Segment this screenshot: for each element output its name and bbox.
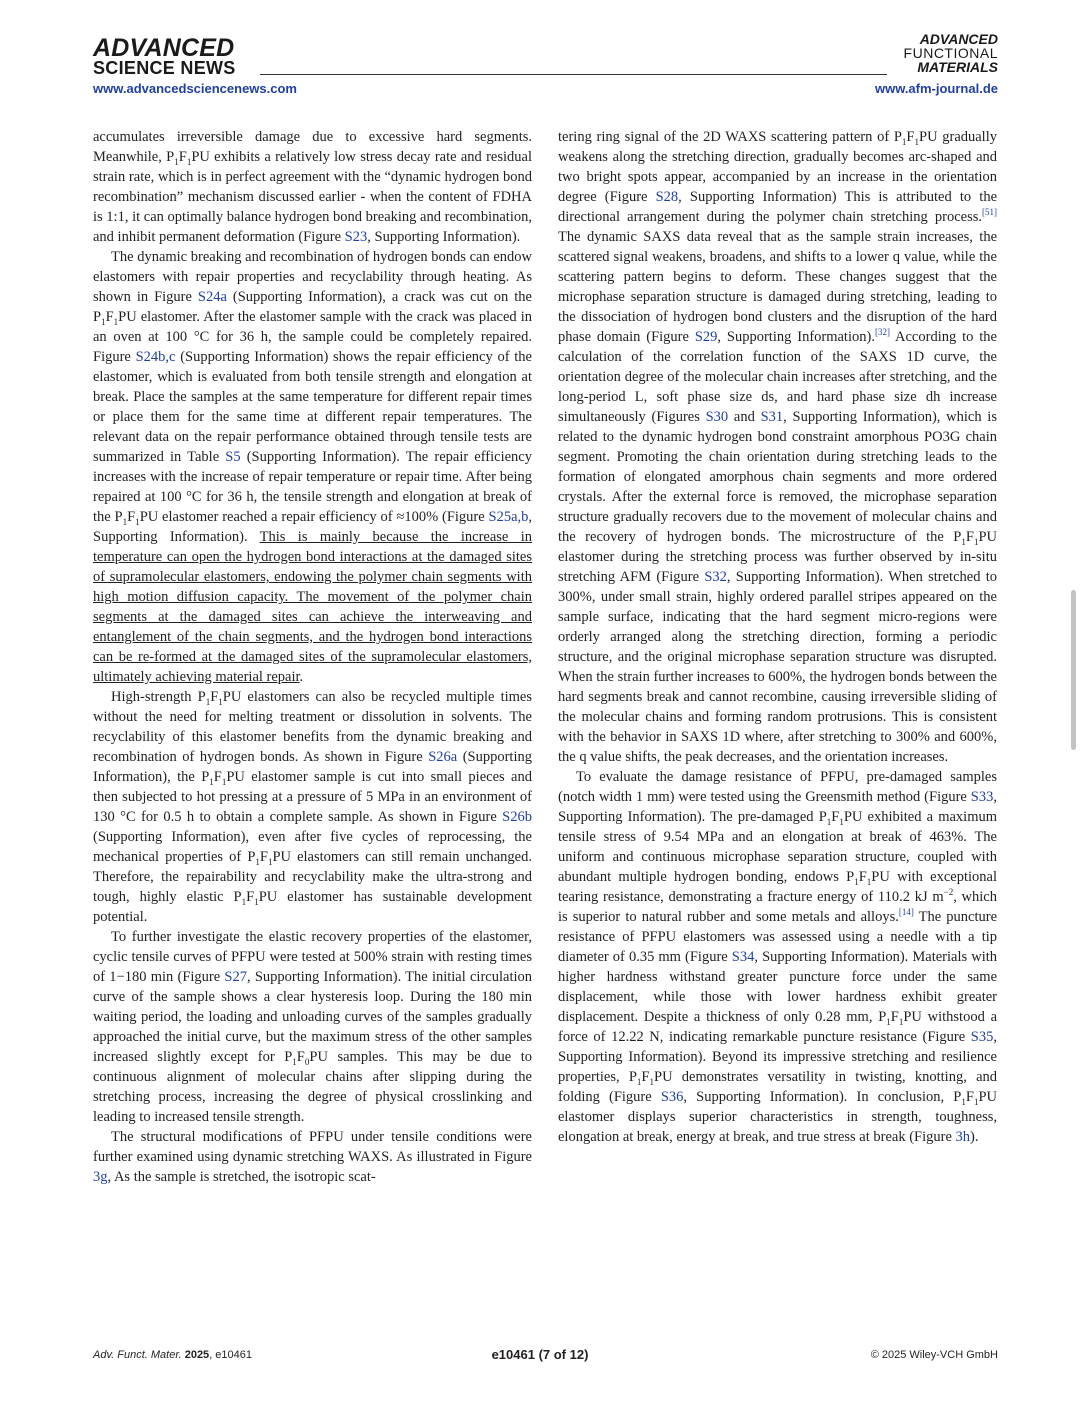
figure-link[interactable]: S28 (655, 189, 679, 205)
figure-link[interactable]: S30 (705, 409, 729, 425)
figure-link[interactable]: S32 (704, 569, 727, 585)
figure-link[interactable]: S33 (970, 789, 994, 805)
figure-link[interactable]: S27 (224, 969, 247, 985)
page-number: e10461 (7 of 12) (491, 1347, 589, 1362)
figure-link[interactable]: S26b (502, 809, 532, 825)
journal-logo (904, 32, 998, 74)
citation-link[interactable]: [32] (874, 327, 890, 338)
logo-line-2: SCIENCE NEWS (93, 58, 236, 78)
journal-logo-line-2: FUNCTIONAL (903, 45, 998, 61)
paragraph: accumulates irreversible damage due to excessive hard segments. Meanwhile, $P_1F_1PU$ exhibits a relatively low stress decay rate and residual strain rate, which is in perfect agreement with the “dynamic hydrogen bond recombination” mechanism discussed earlier - when the content of FDHA is 1:1, it can optimally balance hydrogen bond breaking and recombination, and inhibit permanent deformation (Figure S23, Supporting Information). (93, 129, 533, 245)
header-rule (260, 74, 887, 75)
citation-link[interactable]: [14] (898, 907, 914, 918)
paragraph: tering ring signal of the 2D WAXS scattering pattern of $P_1F_1PU$ gradually weakens along the stretching direction, gradually becomes arc-shaped and two bright spots appear, accompanied by an increase in the orientation degree (Figure S28, Supporting Information) This is attributed to the directional arrangement during the polymer chain stretching process.[51] The dynamic SAXS data reveal that as the sample strain increases, the scattered signal weakens, broadens, and shifts to a lower q value, while the scattering pattern begins to deform. These changes suggest that the microphase separation structure is damaged during stretching, leading to the dissociation of hydrogen bond clusters and the disruption of the hard phase domain (Figure S29, Supporting Information).[32] According to the calculation of the correlation function of the SAXS 1D curve, the orientation degree of the molecular chain increases after stretching, and the long-period L, soft phase size ds, and hard phase size dh increase simultaneously (Figures S30 and S31, Supporting Information), which is related to the dynamic hydrogen bond constraint amorphous PO3G chain segment. Promoting the chain orientation during stretching leads to the formation of elongated amorphous chain segments and more ordered crystals. After the external force is removed, the microphase separation structure gradually recovers due to the movement of molecular chains and the recovery of hydrogen bonds. The microstructure of the $P_1F_1PU$ elastomer during the stretching process was further observed by in-situ stretching AFM (Figure S32, Supporting Information). When stretched to 300%, under small strain, highly ordered parallel stripes appeared on the sample surface, indicating that the hard segment micro-regions were orderly arranged along the stretching direction, forming a periodic structure, and the original microphase separation structure was disrupted. When the strain further increases to 600%, the hydrogen bonds between the hard segments break and cannot recombine, causing irreversible sliding of the molecular chains and forming random protrusions. This is consistent with the behavior in SAXS 1D where, after stretching to 300% and 600%, the q value shifts, the peak decreases, and the orientation increases. (558, 129, 998, 765)
table-link[interactable]: S5 (225, 449, 241, 465)
footer-article-id: , e10461 (209, 1349, 253, 1361)
text-column-left (93, 127, 532, 1187)
figure-link[interactable]: S31 (760, 409, 784, 425)
publisher-url-link[interactable]: www.advancedsciencenews.com (93, 81, 297, 96)
logo-line-1: ADVANCED (93, 34, 235, 62)
figure-link[interactable]: S25a,b (488, 509, 529, 525)
journal-url-link[interactable]: www.afm-journal.de (874, 81, 998, 96)
paragraph: High-strength $P_1F_1PU$ elastomers can also be recycled multiple times without the need for melting treatment or dissolution in solvents. The recyclability of this elastomer benefits from the dynamic breaking and recombination of hydrogen bonds. As shown in Figure S26a (Supporting Information), the $P_1F_1PU$ elastomer sample is cut into small pieces and then subjected to hot pressing at a pressure of 5 MPa in an environment of 130 °C for 0.5 h to obtain a complete sample. As shown in Figure S26b (Supporting Information), even after five cycles of reprocessing, the mechanical properties of $P_1F_1PU$ elastomers can still remain unchanged. Therefore, the repairability and recyclability make the ultra-strong and tough, highly elastic $P_1F_1PU$ elastomer has sustainable development potential. (93, 689, 532, 925)
figure-link[interactable]: 3h (955, 1129, 971, 1145)
figure-link[interactable]: S23 (344, 229, 368, 245)
paragraph: To further investigate the elastic recovery properties of the elastomer, cyclic tensile curves of PFPU were tested at 500% strain with resting times of 1−180 min (Figure S27, Supporting Information). The initial circulation curve of the sample shows a clear hysteresis loop. During the 180 min waiting period, the loading and unloading curves of the samples gradually approached the initial curve, but the maximum stress of the other samples increased slightly except for $P_1F_0PU$ samples. This may be due to continuous alignment of molecular chains after slipping during the stretching process, increasing the degree of physical crosslinking and leading to increased tensile strength. (93, 929, 532, 1125)
paragraph: The structural modifications of PFPU under tensile conditions were further examined using dynamic stretching WAXS. As illustrated in Figure 3g, As the sample is stretched, the isotropic scat- (93, 1129, 532, 1185)
paragraph: To evaluate the damage resistance of PFPU, pre-damaged samples (notch width 1 mm) were tested using the Greensmith method (Figure S33, Supporting Information). The pre-damaged $P_1F_1PU$ exhibited a maximum tensile stress of 9.54 MPa and an elongation at break of 463%. The uniform and continuous microphase separation structure, coupled with abundant multiple hydrogen bonding, endows $P_1F_1PU$ with exceptional tearing resistance, demonstrating a fracture energy of 110.2 kJ $m^{-2}$, which is superior to natural rubber and some metals and alloys.[14] The puncture resistance of PFPU elastomers was assessed using a needle with a tip diameter of 0.35 mm (Figure S34, Supporting Information). Materials with higher hardness withstand greater puncture force under the same displacement, while those with lower hardness exhibit greater displacement. Despite a thickness of only 0.28 mm, $P_1F_1PU$ withstood a force of 12.22 N, indicating remarkable puncture resistance (Figure S35, Supporting Information). Beyond its impressive stretching and resilience properties, $P_1F_1PU$ demonstrates versatility in twisting, knotting, and folding (Figure S36, Supporting Information). In conclusion, $P_1F_1PU$ elastomer displays superior characteristics in strength, toughness, elongation at break, energy at break, and true stress at break (Figure 3h). (558, 769, 998, 1145)
figure-link[interactable]: S24b,c (135, 349, 176, 365)
journal-logo-line-1: ADVANCED (919, 31, 998, 47)
figure-link[interactable]: S24a (197, 289, 227, 305)
paragraph: The dynamic breaking and recombination of hydrogen bonds can endow elastomers with repair properties and recyclability through heating. As shown in Figure S24a (Supporting Information), a crack was cut on the $P_1F_1PU$ elastomer. After the elastomer sample with the crack was placed in an oven at 100 °C for 36 h, the sample could be completely repaired. Figure S24b,c (Supporting Information) shows the repair efficiency of the elastomer, which is evaluated from both tensile strength and elongation at break. Place the samples at the same temperature for different repair times or place them for the same time at different repair temperatures. The relevant data on the repair performance obtained through tensile tests are summarized in Table S5 (Supporting Information). The repair efficiency increases with the increase of repair temperature or repair time. After being repaired at 100 °C for 36 h, the tensile strength and elongation at break of the $P_1F_1PU$ elastomer reached a repair efficiency of ≈100% (Figure S25a,b, Supporting Information). This is mainly because the increase in temperature can open the hydrogen bond interactions at the damaged sites of supramolecular elastomers, endowing the polymer chain segments with high motion diffusion capacity. The movement of the polymer chain segments at the damaged sites can achieve the interweaving and entanglement of the chain segments, and the hydrogen bond interactions can be re-formed at the damaged sites of the supramolecular elastomers, ultimately achieving material repair. (93, 249, 533, 685)
scrollbar-thumb[interactable] (1071, 590, 1076, 750)
footer-journal: Adv. Funct. Mater. (93, 1349, 182, 1361)
figure-link[interactable]: S34 (731, 949, 755, 965)
footer-year: 2025 (184, 1349, 210, 1361)
journal-logo-line-3: MATERIALS (917, 59, 998, 75)
figure-link[interactable]: S26a (428, 749, 458, 765)
text-column-right (558, 127, 997, 1147)
figure-link[interactable]: S36 (660, 1089, 684, 1105)
figure-link[interactable]: S35 (970, 1029, 994, 1045)
citation-link[interactable]: [51] (982, 207, 997, 218)
underlined-passage: This is mainly because the increase in temperature can open the hydrogen bond interactions at the damaged sites of supramolecular elastomers, endowing the polymer chain segments with high motion diffusion capacity. The movement of the polymer chain segments at the damaged sites can achieve the interweaving and entanglement of the chain segments, and the hydrogen bond interactions can be re-formed at the damaged sites of the supramolecular elastomers, ultimately achieving material repair (93, 529, 532, 685)
publisher-logo (93, 36, 236, 77)
figure-link[interactable]: 3g (93, 1169, 108, 1185)
figure-link[interactable]: S29 (694, 329, 718, 345)
copyright: © 2025 Wiley-VCH GmbH (870, 1349, 998, 1361)
